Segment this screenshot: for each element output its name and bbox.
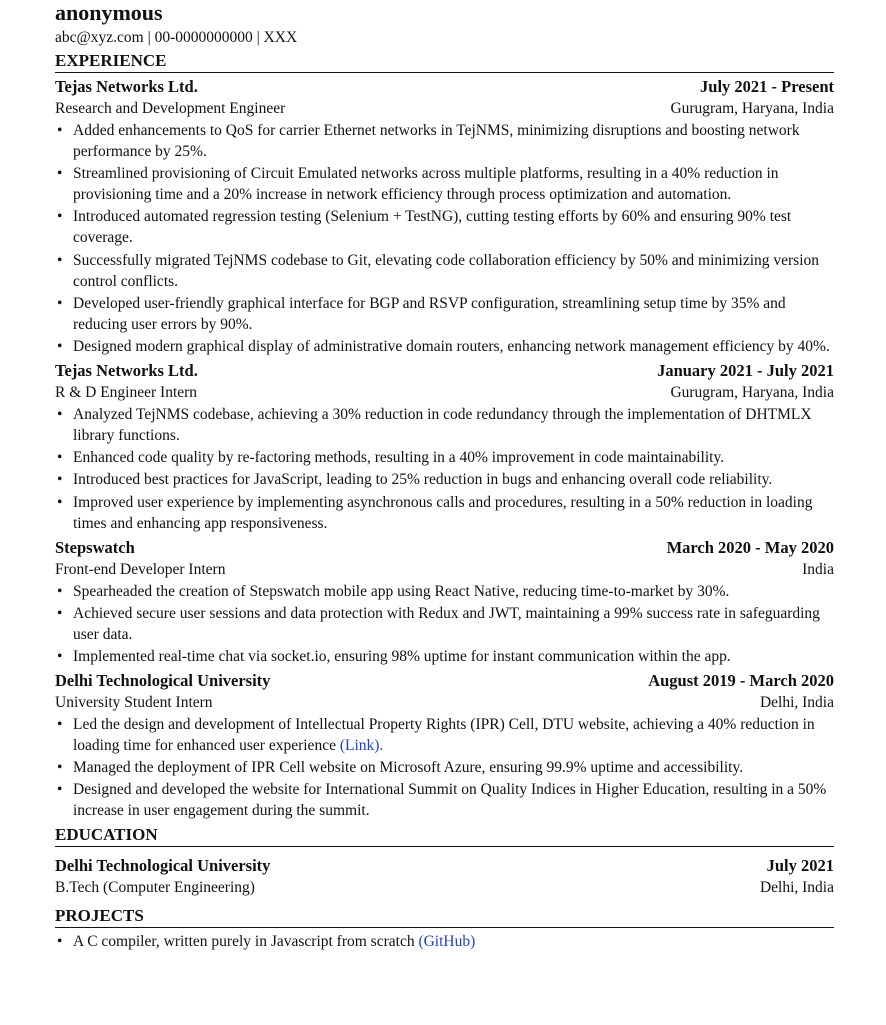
bullet-item: • Introduced best practices for JavaScript, leading to 25% reduction in bugs and enhancing overall code reliability. — [55, 469, 834, 490]
job-role: University Student Intern — [55, 693, 213, 711]
education-entry — [55, 855, 834, 899]
bullet-item: • Analyzed TejNMS codebase, achieving a 30% reduction in code redundancy through the implementation of DHTMLX library functions. — [55, 404, 834, 446]
bullet-list — [55, 404, 834, 534]
job-location: Delhi, India — [759, 693, 834, 711]
bullet-item — [55, 714, 834, 756]
experience-entry-4 — [55, 670, 834, 821]
job-role: R & D Engineer Intern — [55, 383, 198, 401]
experience-heading: EXPERIENCE — [55, 50, 834, 73]
employment-dates: January 2021 - July 2021 — [657, 360, 834, 380]
company-name: Tejas Networks Ltd. — [55, 77, 198, 96]
experience-entry-1 — [55, 76, 834, 357]
bullet-item: • Added enhancements to QoS for carrier Ethernet networks in TejNMS, minimizing disruptions and boosting network performance by 25%. — [55, 120, 834, 162]
graduation-date: July 2021 — [766, 856, 834, 876]
job-role: Front-end Developer Intern — [55, 560, 226, 578]
bullet-list — [55, 581, 834, 667]
bullet-text: Led the design and development of Intellectual Property Rights (IPR) Cell, DTU website, achieving a 40% reduction in loading time for enhanced user experience — [73, 715, 815, 754]
bullet-item: • Successfully migrated TejNMS codebase to Git, elevating code collaboration efficiency by 50% and minimizing version control conflicts. — [55, 250, 834, 292]
bullet-item: • Streamlined provisioning of Circuit Emulated networks across multiple platforms, resulting in a 40% reduction in provisioning time and a 20% increase in network efficiency through process optimization and automation. — [55, 163, 834, 205]
projects-heading: PROJECTS — [55, 905, 834, 928]
employment-dates: July 2021 - Present — [700, 77, 834, 96]
employment-dates: March 2020 - May 2020 — [666, 537, 834, 557]
bullet-list — [55, 120, 834, 357]
project-text: A C compiler, written purely in Javascript from scratch — [73, 933, 415, 951]
education-heading: EDUCATION — [55, 824, 834, 847]
bullet-item: • Implemented real-time chat via socket.io, ensuring 98% uptime for instant communication within the app. — [55, 646, 834, 667]
bullet-item: • Improved user experience by implementing asynchronous calls and procedures, resulting in a 50% reduction in loading times and enhancing app responsiveness. — [55, 492, 834, 534]
experience-entry-2 — [55, 360, 834, 534]
job-location: Gurugram, Haryana, India — [670, 383, 834, 401]
degree: B.Tech (Computer Engineering) — [55, 879, 255, 897]
bullet-item: • Developed user-friendly graphical interface for BGP and RSVP configuration, streamlining setup time by 35% and reducing user errors by 90%. — [55, 293, 834, 335]
project-item — [55, 931, 834, 952]
experience-entry-3 — [55, 537, 834, 667]
company-name: Stepswatch — [55, 537, 135, 557]
ipr-website-link[interactable]: (Link). — [339, 736, 384, 754]
candidate-name: anonymous — [55, 0, 163, 25]
school-location: Delhi, India — [759, 879, 834, 897]
bullet-item: • Designed and developed the website for International Summit on Quality Indices in Higher Education, resulting in a 50% increase in user engagement during the summit. — [55, 779, 834, 821]
bullet-item: • Enhanced code quality by re-factoring methods, resulting in a 40% improvement in code maintainability. — [55, 447, 834, 468]
bullet-item: • Introduced automated regression testing (Selenium + TestNG), cutting testing efforts by 60% and ensuring 90% test coverage. — [55, 206, 834, 248]
contact-line: abc@xyz.com | 00-0000000000 | XXX — [55, 29, 298, 46]
bullet-item: • Designed modern graphical display of administrative domain routers, enhancing network management efficiency by 40%. — [55, 336, 834, 357]
job-role: Research and Development Engineer — [55, 100, 286, 117]
employment-dates: August 2019 - March 2020 — [648, 670, 834, 690]
job-location: India — [802, 560, 834, 578]
bullet-item: • Spearheaded the creation of Stepswatch mobile app using React Native, reducing time-to-market by 30%. — [55, 581, 834, 602]
job-location: Gurugram, Haryana, India — [670, 100, 834, 117]
company-name: Tejas Networks Ltd. — [55, 360, 198, 380]
bullet-list — [55, 714, 834, 821]
resume-page — [55, 0, 834, 953]
bullet-item: • Managed the deployment of IPR Cell website on Microsoft Azure, ensuring 99.9% uptime and accessibility. — [55, 757, 834, 778]
school-name: Delhi Technological University — [55, 856, 271, 876]
bullet-item: • Achieved secure user sessions and data protection with Redux and JWT, maintaining a 99% success rate in safeguarding user data. — [55, 603, 834, 645]
github-link[interactable]: (GitHub) — [418, 933, 476, 951]
company-name: Delhi Technological University — [55, 670, 271, 690]
project-list — [55, 931, 834, 952]
